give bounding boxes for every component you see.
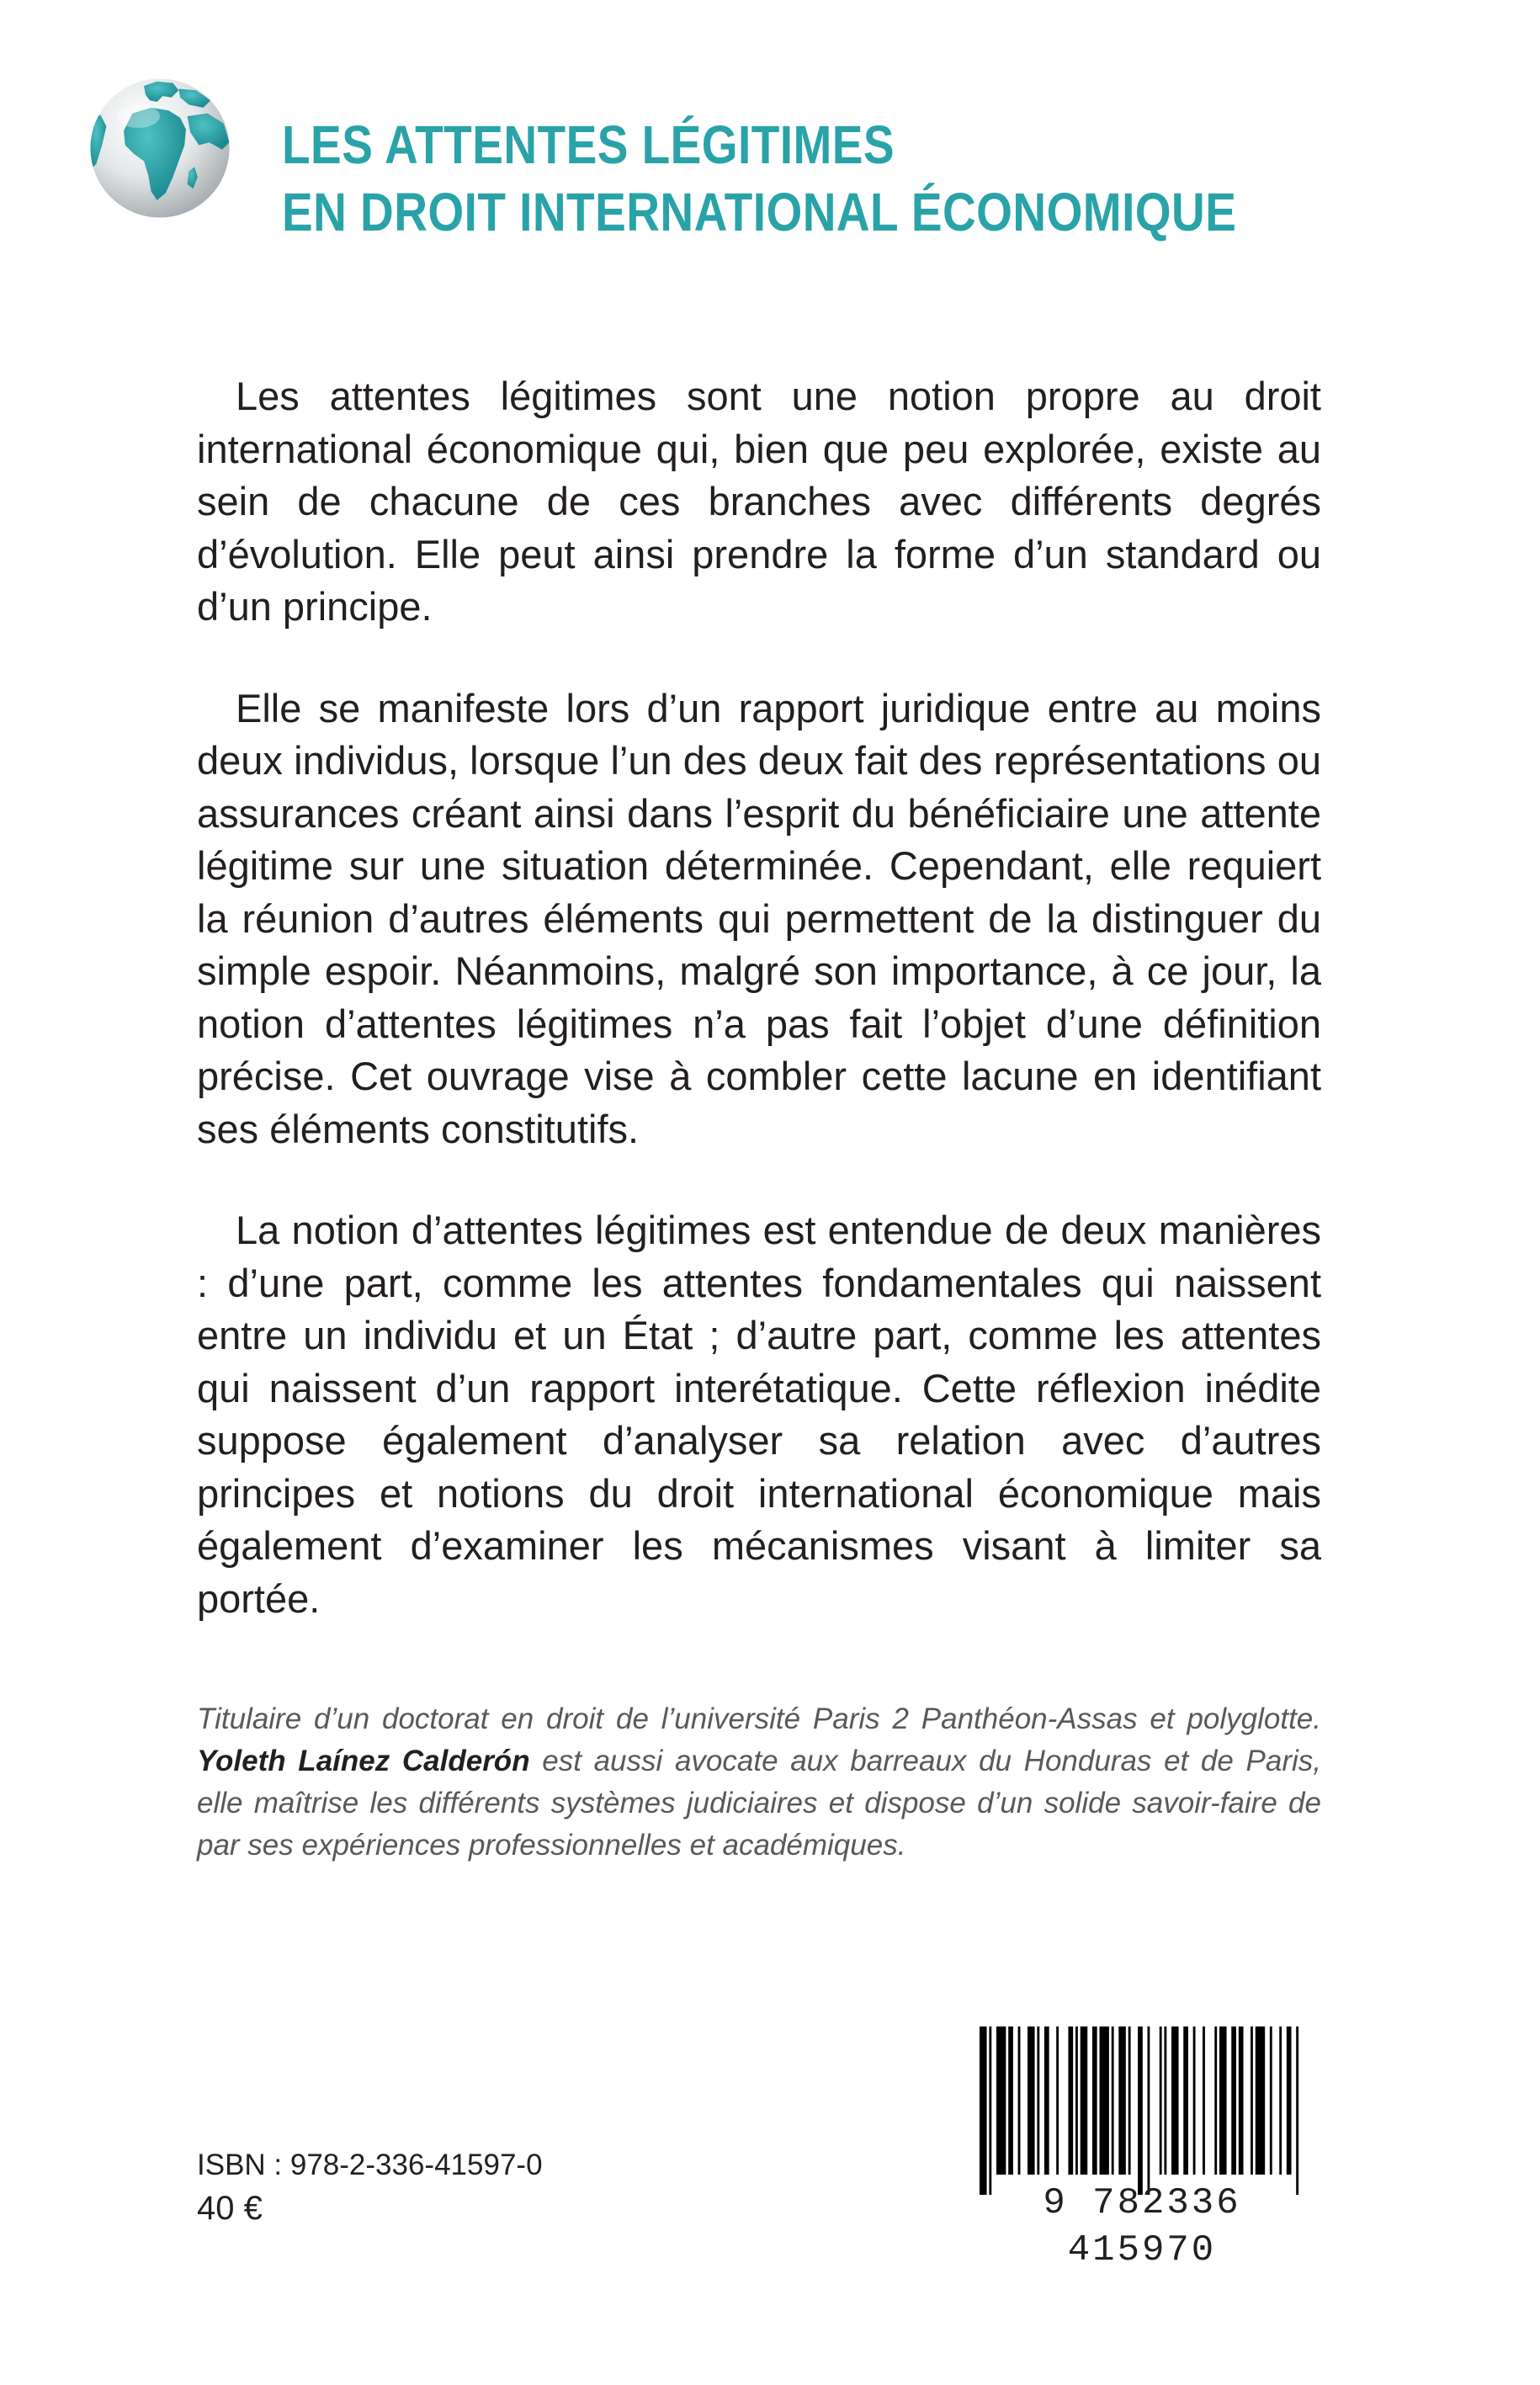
barcode-bar <box>1214 2026 1217 2175</box>
summary-paragraph-2: Elle se manifeste lors d’un rapport juridique entre au moins deux individus, lorsque l’un des deux fait des représentations ou assurances créant ainsi dans l’esprit du bénéficiaire une attente légitime sur une situation déterminée. Cependant, elle requiert la réunion d’autres éléments qui permettent de la distinguer du simple espoir. Néanmoins, malgré son importance, à ce jour, la notion d’attentes légitimes n’a pas fait l’objet d’une définition précise. Cet ouvrage vise à combler cette lacune en identifiant ses éléments constitutifs. <box>197 685 1321 1151</box>
globe-icon <box>88 76 232 220</box>
barcode-bar <box>1075 2026 1078 2175</box>
barcode-bar <box>989 2026 991 2195</box>
barcode-bar <box>1044 2026 1049 2175</box>
barcode-bar <box>1279 2026 1282 2175</box>
barcode-bar <box>1081 2026 1088 2175</box>
author-bio-intro: Titulaire d’un doctorat en droit de l’université Paris 2 Panthéon-Assas et polyglotte. <box>197 1702 1321 1735</box>
barcode-icon <box>976 2026 1308 2203</box>
title-line-1: LES ATTENTES LÉGITIMES <box>282 114 895 175</box>
author-bio <box>197 1698 1321 1867</box>
barcode-bar <box>1018 2026 1021 2175</box>
price-text: 40 € <box>197 2190 263 2227</box>
barcode-bar <box>1287 2026 1292 2175</box>
barcode-bar <box>1231 2026 1236 2175</box>
barcode-bar <box>1092 2026 1097 2175</box>
barcode-bar <box>1028 2026 1035 2175</box>
barcode-bar <box>1164 2026 1166 2175</box>
barcode-bar <box>1251 2026 1253 2175</box>
title-line-2: EN DROIT INTERNATIONAL ÉCONOMIQUE <box>282 182 1237 242</box>
barcode-bar <box>1118 2026 1126 2175</box>
barcode-bar <box>1203 2026 1205 2175</box>
summary-paragraph-1: Les attentes légitimes sont une notion propre au droit international économique qui, bien que peu explorée, existe au sein de chacune de ces branches avec différents degrés d’évolution. Elle peut ainsi prendre la forme d’un standard ou d’un principe. <box>197 374 1321 629</box>
barcode-bar <box>1112 2026 1114 2175</box>
barcode-bar <box>980 2026 987 2195</box>
isbn-text: ISBN : 978-2-336-41597-0 <box>197 2149 543 2181</box>
barcode-bar <box>1008 2026 1013 2175</box>
barcode-bar <box>1056 2026 1059 2175</box>
barcode-bar <box>1193 2026 1196 2175</box>
barcode-bar <box>1100 2026 1109 2175</box>
barcode-bar <box>1171 2026 1179 2175</box>
barcode-bar <box>1138 2026 1143 2195</box>
barcode-bar <box>1270 2026 1272 2175</box>
barcode-bar <box>1068 2026 1073 2175</box>
author-bio-rest: est aussi avocate aux barreaux du Honduras et de Paris, elle maîtrise les différents systèmes judiciaires et dispose d’un solide savoir-faire de par ses expériences professionnelles et académiques. <box>197 1745 1321 1862</box>
barcode-bar <box>1160 2026 1162 2175</box>
barcode-bar <box>1148 2026 1150 2195</box>
barcode-bar <box>1128 2026 1131 2175</box>
barcode-bar <box>996 2026 1006 2175</box>
book-summary <box>197 370 1321 1674</box>
book-title <box>282 111 1236 246</box>
barcode-bar <box>1296 2026 1298 2195</box>
barcode-bar <box>1183 2026 1188 2175</box>
barcode-digits: 9 782336 415970 <box>1043 2182 1241 2271</box>
barcode-bar <box>1037 2026 1039 2175</box>
barcode-bar <box>1219 2026 1227 2175</box>
summary-paragraph-3: La notion d’attentes légitimes est entendue de deux manières : d’une part, comme les attentes fondamentales qui naissent entre un individu et un État ; d’autre part, comme les attentes qui naissent d’un rapport interétatique. Cette réflexion inédite suppose également d’analyser sa relation avec d’autres principes et notions du droit international économique mais également d’examiner les mécanismes visant à limiter sa portée. <box>197 1208 1321 1621</box>
author-name: Yoleth Laínez Calderón <box>197 1745 530 1777</box>
barcode-bar <box>1256 2026 1265 2175</box>
barcode-bar <box>1239 2026 1244 2175</box>
